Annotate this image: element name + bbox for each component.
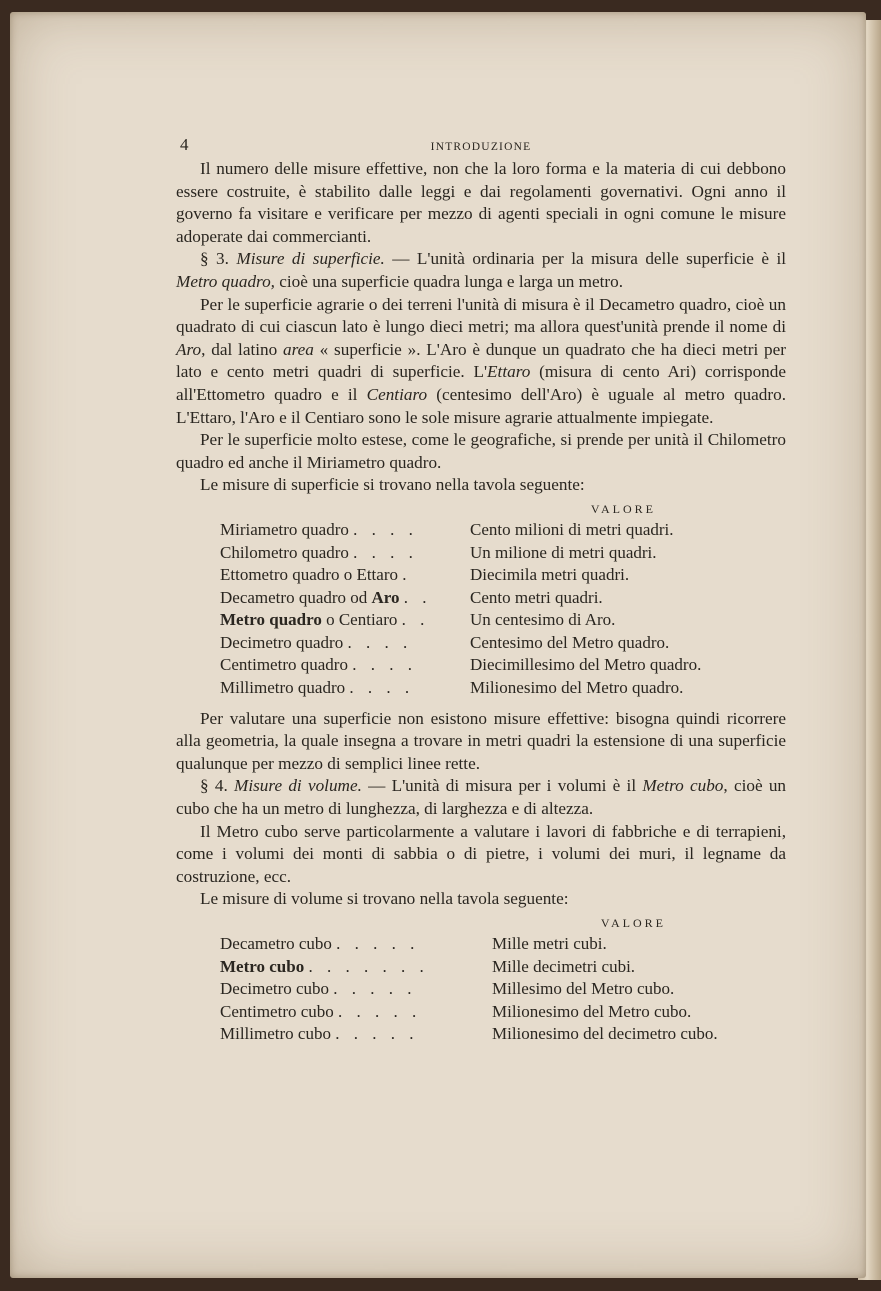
table-row xyxy=(220,978,718,1001)
measure-name-text: Ettometro quadro o Ettaro xyxy=(220,565,398,585)
emphasis: area xyxy=(282,339,314,359)
table-row xyxy=(220,542,701,565)
emphasis: Metro cubo xyxy=(642,776,724,796)
measure-value: Mille metri cubi. xyxy=(492,934,607,953)
paragraph-cubic-use: Il Metro cubo serve particolarmente a valutare i lavori di fabbriche e di terrapieni, come i volumi dei monti di sabbia o di pietre, i volumi dei muri, il legname da costruzione, ecc. xyxy=(176,821,786,886)
leader-dots: . . . . xyxy=(349,678,415,698)
measure-value: Un milione di metri quadri. xyxy=(470,542,657,562)
measure-name-text: o Centiaro xyxy=(321,610,398,630)
page-number: 4 xyxy=(180,135,189,154)
measure-value: Diecimila metri quadri. xyxy=(470,565,630,585)
page-content xyxy=(176,128,786,1046)
leader-dots: . . . . xyxy=(352,655,417,675)
running-title: INTRODUZIONE xyxy=(430,141,532,153)
paragraph-geometry: Per valutare una superficie non esistono misure effettive: bisogna quindi ricorrere alla geometria, la quale insegna a trovare in metri quadri la estensione di una superficie qualunque per mezzo di semplici linee rette. xyxy=(176,708,786,773)
measure-name xyxy=(220,978,478,1001)
measure-name xyxy=(220,956,478,979)
measure-name xyxy=(220,519,470,542)
text-run: (misura di cento Ari) corrisponde all'Ettometro quadro e il xyxy=(176,362,786,404)
paragraph-1: Il numero delle misure effettive, non che la loro forma e la materia di cui debbono essere costruite, è stabilito dalle leggi e dai regolamenti governativi. Ogni anno il governo fa visitare e verificare per mezzo di agenti speciali in ogni comune le misure adoperate dai commercianti. xyxy=(176,159,786,246)
measure-name-text: Decimetro cubo xyxy=(220,979,330,999)
section-title: Misure di volume. xyxy=(234,776,362,796)
table-row xyxy=(220,632,701,655)
paragraph-agrarian xyxy=(176,294,786,430)
surface-table xyxy=(220,519,701,700)
leader-dots: . . . . xyxy=(347,632,413,652)
leader-dots: . . . . xyxy=(353,542,418,562)
measure-name-bold: Aro xyxy=(371,587,400,607)
measure-name-text: Millimetro quadro xyxy=(220,678,346,698)
measure-name-text: Decimetro quadro xyxy=(220,632,344,652)
measure-value: Un centesimo di Aro. xyxy=(470,610,616,630)
measure-name xyxy=(220,587,470,610)
leader-dots: . . . . . xyxy=(336,934,420,953)
table-row xyxy=(220,1001,718,1024)
paragraph-geographic: Per le superficie molto estese, come le geografiche, si prende per unità il Chilometro quadro ed anche il Miriametro quadro. xyxy=(176,430,786,472)
leader-dots: . . xyxy=(403,587,432,607)
paragraph-section-4 xyxy=(176,775,786,820)
measure-name xyxy=(220,542,470,565)
measure-name-text: Decametro quadro od xyxy=(220,587,372,607)
table-row xyxy=(220,956,718,979)
measure-value: Cento milioni di metri quadri. xyxy=(470,519,674,539)
section-number: § 3. xyxy=(200,249,229,269)
paragraph-volume-intro: Le misure di volume si trovano nella tavola seguente: xyxy=(200,889,569,909)
measure-value: Milionesimo del Metro quadro. xyxy=(470,678,684,698)
table-row xyxy=(220,587,701,610)
emphasis: Aro xyxy=(176,339,202,359)
text-run: — L'unità ordinaria per la misura delle superficie è il xyxy=(384,249,787,269)
table-row xyxy=(220,519,701,542)
leader-dots: . xyxy=(402,565,412,585)
measure-name xyxy=(220,564,470,587)
measure-name-bold: Metro quadro xyxy=(220,610,322,630)
measure-name-text: Centimetro quadro xyxy=(220,655,348,675)
measure-name xyxy=(220,654,470,677)
text-run: Per le superficie agrarie o dei terreni l'unità di misura è il Decametro quadro, cioè un quadrato di cui ciascun lato è lungo dieci metri; ma allora quest'unità prende il nome di xyxy=(176,294,786,337)
measure-name xyxy=(220,1001,478,1024)
measure-value: Cento metri quadri. xyxy=(470,587,603,607)
measure-name-text: Chilometro quadro xyxy=(220,542,349,562)
leader-dots: . . . . . xyxy=(338,1001,422,1021)
table-row xyxy=(220,609,701,632)
measure-name-text: Millimetro cubo xyxy=(220,1024,331,1044)
table-row xyxy=(220,677,701,700)
table-row xyxy=(220,1023,718,1046)
leader-dots: . . . . . xyxy=(333,979,417,999)
table-row xyxy=(220,654,701,677)
leader-dots: . . . . . xyxy=(335,1024,419,1044)
measure-name-text: Decametro cubo xyxy=(220,934,332,953)
measure-value: Mille decimetri cubi. xyxy=(492,956,636,976)
paragraph-section-3 xyxy=(176,248,786,293)
leader-dots: . . xyxy=(401,610,430,630)
measure-value: Centesimo del Metro quadro. xyxy=(470,632,670,652)
text-run: (centesimo dell'Aro) è uguale al metro quadro. L'Ettaro, l'Aro e il Centiaro sono le sole misure agrarie attualmente impiegate. xyxy=(176,384,786,427)
measure-name-text: Miriametro quadro xyxy=(220,519,349,539)
emphasis: Ettaro xyxy=(487,362,531,382)
text-run: « superficie ». L'Aro è dunque un quadrato che ha dieci metri per lato e cento metri quadri di superficie. L' xyxy=(176,339,786,382)
section-number: § 4. xyxy=(200,776,228,796)
text-run: — L'unità di misura per i volumi è il xyxy=(361,776,643,796)
measure-value: Milionesimo del Metro cubo. xyxy=(492,1001,692,1021)
volume-table xyxy=(220,933,718,1046)
measure-name-bold: Metro cubo xyxy=(220,956,305,976)
emphasis: Centiaro xyxy=(366,384,428,404)
surface-table-header: VALORE xyxy=(590,501,656,516)
measure-name xyxy=(220,933,478,956)
page-header xyxy=(176,128,786,158)
emphasis: Metro quadro, xyxy=(176,271,275,291)
measure-name xyxy=(220,677,470,700)
measure-name-text: Centimetro cubo xyxy=(220,1001,334,1021)
measure-value: Diecimillesimo del Metro quadro. xyxy=(470,655,702,675)
section-title: Misure di superficie. xyxy=(236,249,385,269)
measure-value: Millesimo del Metro cubo. xyxy=(492,979,675,999)
leader-dots: . . . . . . . xyxy=(308,956,429,976)
volume-table-header: VALORE xyxy=(600,916,666,930)
table-row xyxy=(220,933,718,956)
measure-name xyxy=(220,609,470,632)
leader-dots: . . . . xyxy=(353,519,418,539)
measure-name xyxy=(220,1023,478,1046)
measure-value: Milionesimo del decimetro cubo. xyxy=(492,1024,718,1044)
measure-name xyxy=(220,632,470,655)
text-run: , cioè un cubo che ha un metro di lunghezza, di larghezza e di altezza. xyxy=(176,776,787,819)
text-run: , dal latino xyxy=(201,339,283,359)
text-run: cioè una superficie quadra lunga e larga un metro. xyxy=(274,271,624,291)
paragraph-table-intro: Le misure di superficie si trovano nella tavola seguente: xyxy=(200,475,585,495)
table-row xyxy=(220,564,701,587)
